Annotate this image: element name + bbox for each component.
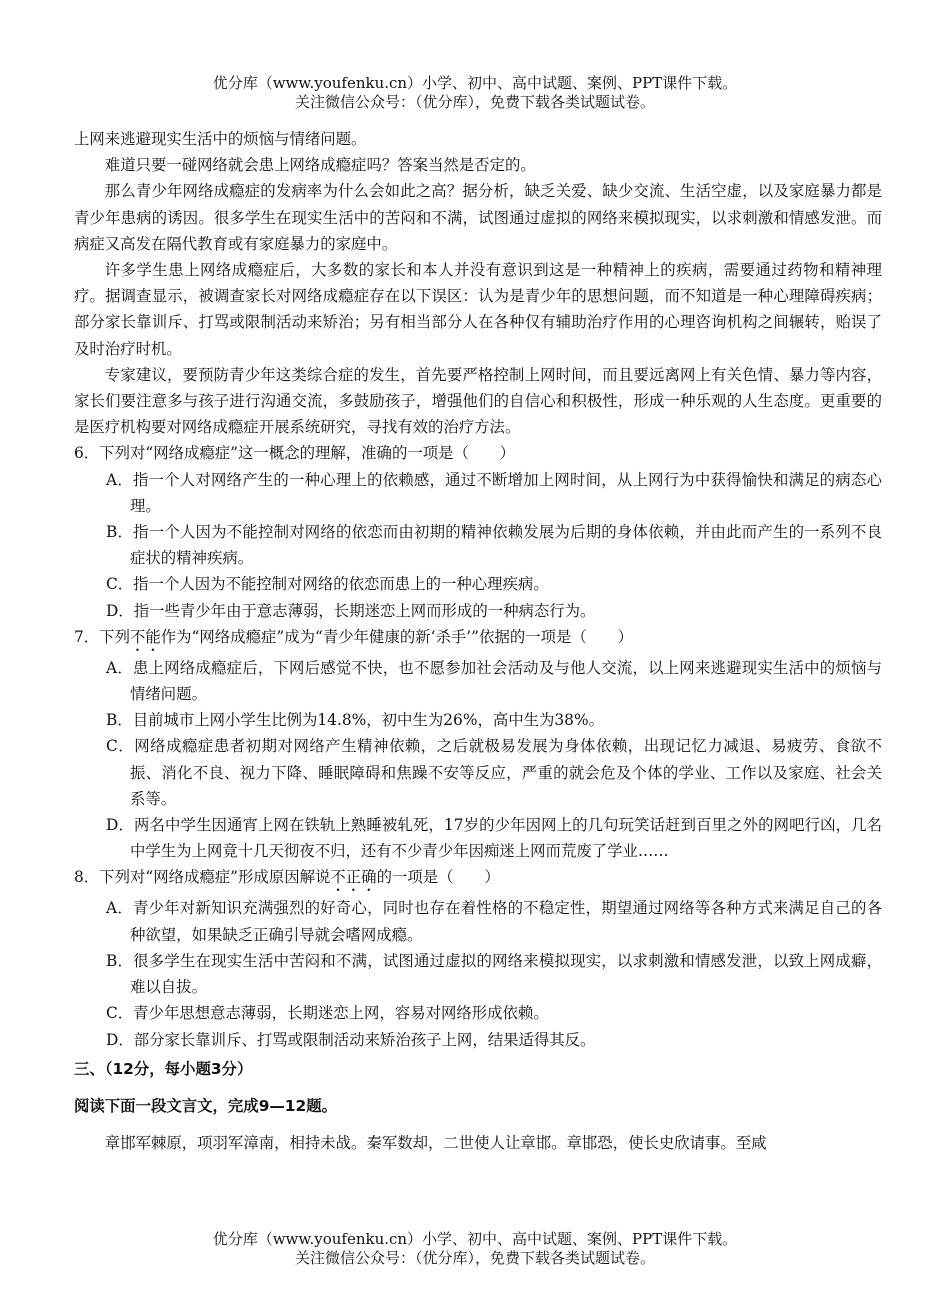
question-8-option-d: D．部分家长靠训斥、打骂或限制活动来矫治孩子上网，结果适得其反。 — [106, 1030, 596, 1049]
question-7-stem-pre: 7．下列 — [74, 627, 130, 646]
question-8-stem — [74, 864, 882, 895]
question-7-stem — [74, 624, 882, 655]
header-line-2: 关注微信公众号：（优分库），免费下载各类试题试卷。 — [294, 93, 655, 111]
question-7-option-c: C．网络成瘾症患者初期对网络产生精神依赖，之后就极易发展为身体依赖，出现记忆力减退、易疲劳、食欲不振、消化不良、视力下降、睡眠障碍和焦躁不安等反应，严重的就会危及个体的学业、工作以及家庭、社会关系等。 — [106, 737, 882, 808]
question-7-option-d: D．两名中学生因通宵上网在铁轨上熟睡被轧死，17岁的少年因网上的几句玩笑话赶到百里之外的网吧行凶，几名中学生为上网竟十几天彻夜不归，还有不少青少年因痴迷上网而荒废了学业…… — [106, 816, 882, 861]
section-3-title: 三、（12分，每小题3分） — [74, 1059, 253, 1078]
page-content — [74, 126, 882, 1156]
question-8-stem-emphasis: 不正确 — [330, 868, 377, 887]
question-6-option-a: A．指一个人对网络产生的一种心理上的依赖感，通过不断增加上网时间，从上网行为中获得愉快和满足的病态心理。 — [106, 470, 882, 515]
passage-paragraph-3: 许多学生患上网络成瘾症后，大多数的家长和本人并没有意识到这是一种精神上的疾病，需要通过药物和精神理疗。据调查显示，被调查家长对网络成瘾症存在以下误区：认为是青少年的思想问题，而不知道是一种心理障碍疾病；部分家长靠训斥、打骂或限制活动来矫治；另有相当部分人在各种仅有辅助治疗作用的心理咨询机构之间辗转，贻误了及时治疗时机。 — [74, 261, 882, 358]
passage-paragraph-4: 专家建议，要预防青少年这类综合症的发生，首先要严格控制上网时间，而且要远离网上有关色情、暴力等内容，家长们要注意多与孩子进行沟通交流，多鼓励孩子，增强他们的自信心和积极性，形成一种乐观的人生态度。更重要的是医疗机构要对网络成瘾症开展系统研究，寻找有效的治疗方法。 — [74, 365, 882, 437]
passage-paragraph-0: 上网来逃避现实生活中的烦恼与情绪问题。 — [74, 130, 367, 148]
page-footer — [0, 1230, 950, 1268]
page-header — [0, 74, 950, 112]
passage-paragraph-1: 难道只要一碰网络就会患上网络成瘾症吗？答案当然是否定的。 — [104, 156, 536, 175]
question-7-option-a: A．患上网络成瘾症后，下网后感觉不快，也不愿参加社会活动及与他人交流，以上网来逃避现实生活中的烦恼与情绪问题。 — [106, 658, 882, 704]
question-8-stem-pre: 8．下列对“网络成瘾症”形成原因解说 — [74, 868, 331, 887]
question-8-option-a: A．青少年对新知识充满强烈的好奇心，同时也存在着性格的不稳定性，期望通过网络等各种方式来满足自己的各种欲望，如果缺乏正确引导就会嗜网成瘾。 — [106, 899, 882, 944]
question-6-option-d: D．指一些青少年由于意志薄弱，长期迷恋上网而形成的一种病态行为。 — [106, 601, 596, 620]
passage-paragraph-2: 那么青少年网络成瘾症的发病率为什么会如此之高？据分析，缺乏关爱、缺少交流、生活空虚，以及家庭暴力都是青少年患病的诱因。很多学生在现实生活中的苦闷和不满，试图通过虚拟的网络来模拟现实，以求刺激和情感发泄。而病症又高发在隔代教育或有家庭暴力的家庭中。 — [74, 182, 882, 253]
question-7-stem-emphasis: 不能 — [129, 627, 161, 646]
question-8-option-b: B．很多学生在现实生活中苦闷和不满，试图通过虚拟的网络来模拟现实，以求刺激和情感发泄，以致上网成癖，难以自拔。 — [106, 951, 882, 997]
question-6-option-b: B．指一个人因为不能控制对网络的依恋而由初期的精神依赖发展为后期的身体依赖，并由此而产生的一系列不良症状的精神疾病。 — [106, 523, 882, 568]
question-6-stem: 6．下列对“网络成瘾症”这一概念的理解，准确的一项是（ ） — [74, 444, 516, 463]
question-7-option-b: B．目前城市上网小学生比例为14.8%，初中生为26%，高中生为38%。 — [106, 711, 604, 730]
question-8-option-c: C．青少年思想意志薄弱，长期迷恋上网，容易对网络形成依赖。 — [106, 1004, 549, 1023]
header-line-1: 优分库（www.youfenku.cn）小学、初中、高中试题、案例、PPT课件下载。 — [212, 74, 738, 92]
footer-line-1: 优分库（www.youfenku.cn）小学、初中、高中试题、案例、PPT课件下载。 — [212, 1230, 738, 1248]
question-7-stem-post: 作为“网络成瘾症”成为“青少年健康的新‘杀手’”依据的一项是（ ） — [160, 627, 633, 646]
question-6-option-c: C．指一个人因为不能控制对网络的依恋而患上的一种心理疾病。 — [106, 575, 549, 594]
classical-text-paragraph: 章邯军棘原，项羽军漳南，相持未战。秦军数却，二世使人让章邯。章邯恐，使长史欣请事。至咸 — [104, 1133, 767, 1152]
footer-line-2: 关注微信公众号：（优分库），免费下载各类试题试卷。 — [294, 1249, 655, 1267]
section-3-instruction: 阅读下面一段文言文，完成9—12题。 — [74, 1096, 337, 1115]
question-8-stem-post: 的一项是（ ） — [376, 868, 500, 887]
